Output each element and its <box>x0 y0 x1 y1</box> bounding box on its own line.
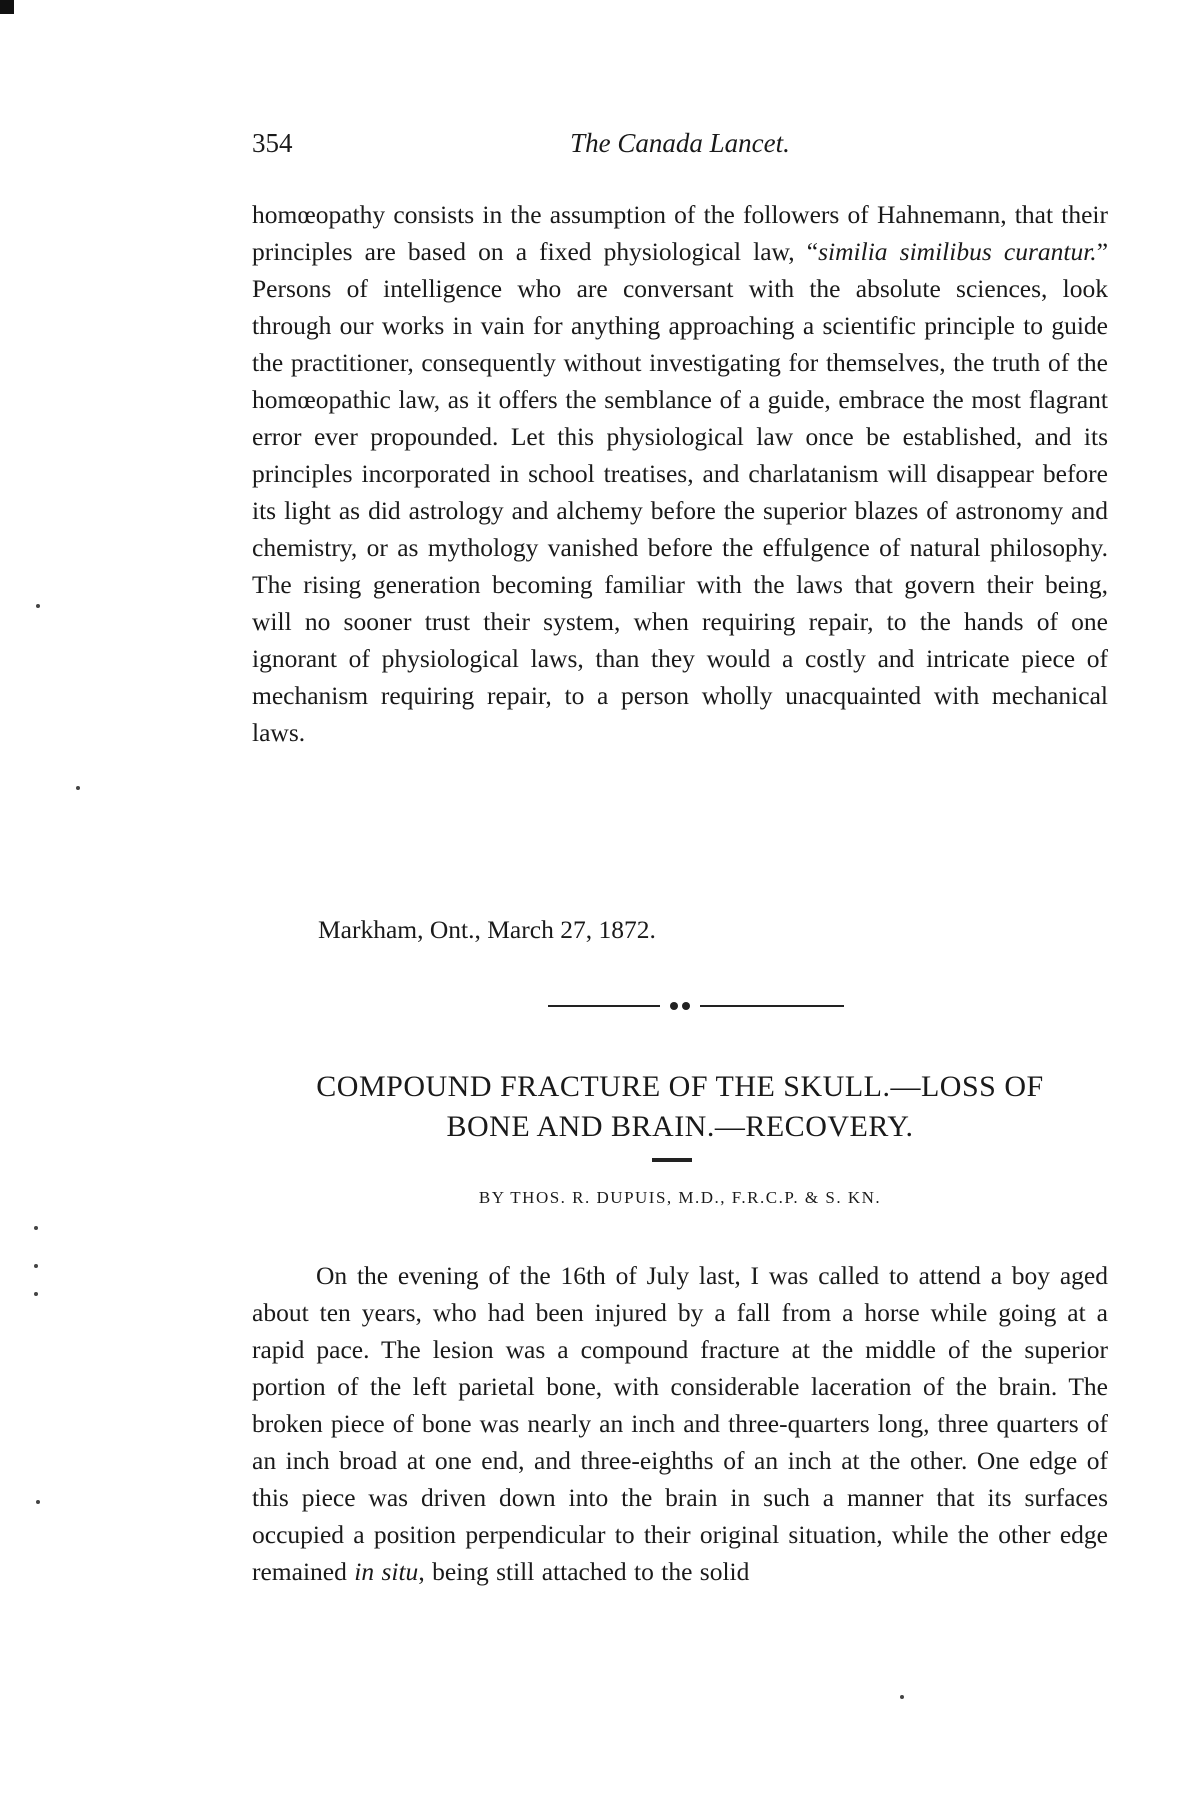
title-rule <box>652 1158 692 1162</box>
divider-line <box>548 1005 660 1007</box>
text-segment: ” Persons of intelligence who are conversant with the absolute sciences, look through our works in vain for anything approaching a scientific principle to guide the practitioner, consequently without investigating for themselves, the truth of the homœopathic law, as it offers the semblance of a guide, embrace the most flagrant error ever propounded. Let this physiological law once be established, and its principles incorporated in school treatises, and charlatanism will disappear before its light as did astrology and alchemy before the superior blazes of astronomy and chemistry, or as mythology vanished before the effulgence of natural philosophy. The rising generation becoming familiar with the laws that govern their being, will no sooner trust their system, when requiring repair, to the hands of one ignorant of physiological laws, than they would a costly and intricate piece of mechanism requiring repair, to a person wholly unacquainted with mechanical laws. <box>252 237 1109 747</box>
continuation-paragraph <box>252 196 1108 751</box>
page-number: 354 <box>252 128 293 158</box>
divider-dot <box>670 1002 678 1010</box>
latin-phrase: in situ <box>354 1557 419 1586</box>
scan-speck <box>76 786 80 790</box>
scan-speck <box>34 1292 38 1296</box>
scan-speck <box>36 1500 40 1504</box>
section-divider <box>548 1000 844 1012</box>
scan-speck <box>34 1264 38 1268</box>
article-body-paragraph <box>252 1257 1108 1590</box>
scan-speck <box>900 1695 904 1699</box>
text-segment: On the evening of the 16th of July last, I was called to attend a boy aged about ten years, who had been injured by a fall from a horse while going at a rapid pace. The lesion was a compound fracture at the middle of the superior portion of the left parietal bone, with considerable laceration of the brain. The broken piece of bone was nearly an inch and three-quarters long, three quarters of an inch broad at one end, and three-eighths of an inch at the other. One edge of this piece was driven down into the brain in such a manner that its surfaces occupied a position perpendicular to their original situation, while the other edge remained <box>252 1261 1108 1586</box>
author-location-date: Markham, Ont., March 27, 1872. <box>318 915 656 944</box>
article-byline: BY THOS. R. DUPUIS, M.D., F.R.C.P. & S. KN. <box>478 1188 882 1207</box>
text-segment: , being still attached to the solid <box>418 1557 750 1586</box>
page-header <box>252 128 1108 168</box>
article-title <box>252 1067 1108 1147</box>
scan-corner-mark <box>0 0 14 14</box>
text-segment: homœopathy consists in the assumption of the followers of Hahnemann, that their principles are based on a fixed physiological law, “ <box>252 200 1108 266</box>
scan-speck <box>34 1226 38 1230</box>
divider-dot <box>682 1002 690 1010</box>
divider-line <box>700 1005 844 1007</box>
scan-speck <box>36 604 40 608</box>
latin-phrase: similia similibus curantur. <box>818 237 1097 266</box>
article-title-line: BONE AND BRAIN.—RECOVERY. <box>446 1110 914 1143</box>
running-title: The Canada Lancet. <box>570 128 790 158</box>
article-title-line: COMPOUND FRACTURE OF THE SKULL.—LOSS OF <box>316 1070 1044 1103</box>
